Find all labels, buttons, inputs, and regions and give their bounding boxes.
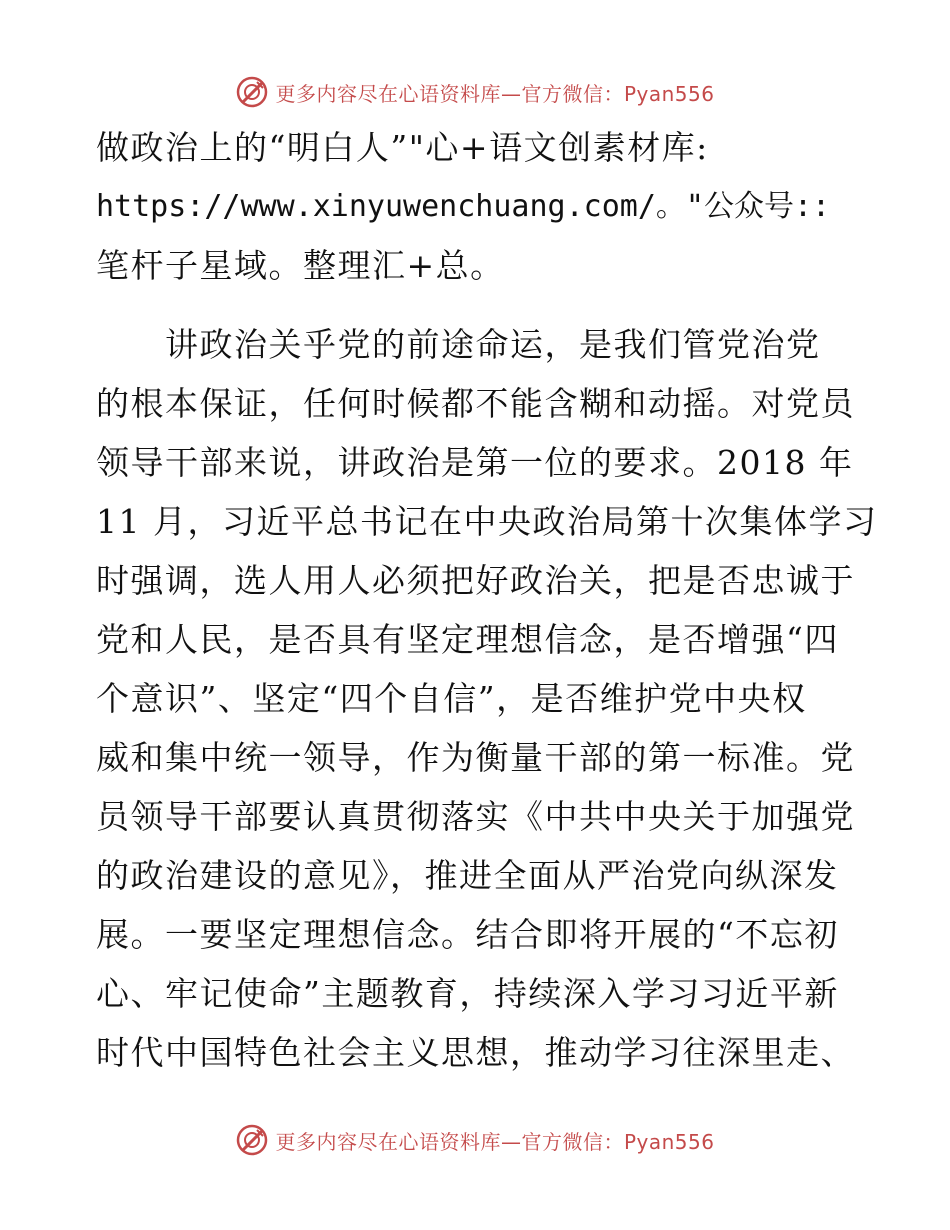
title-line-3: 笔杆子星域。整理汇+总。	[96, 246, 505, 285]
title-line-1: 做政治上的“明白人”"心+语文创素材库:	[96, 128, 709, 167]
paragraph-line: 11 月，习近平总书记在中央政治局第十次集体学习	[96, 502, 878, 541]
paragraph-line: 领导干部来说，讲政治是第一位的要求。2018 年	[96, 443, 854, 482]
paragraph-line: 时强调，选人用人必须把好政治关，把是否忠诚于	[96, 561, 855, 600]
header-watermark-banner	[0, 72, 950, 112]
logo-icon	[235, 75, 269, 109]
paragraph-line: 展。一要坚定理想信念。结合即将开展的“不忘初	[96, 915, 839, 954]
watermark-text: 更多内容尽在心语资料库—官方微信：Pyan556	[275, 1129, 715, 1154]
paragraph-line: 党和人民，是否具有坚定理想信念，是否增强“四	[96, 620, 839, 659]
url-line: https://www.xinyuwenchuang.com/。"公众号::	[96, 189, 831, 224]
footer-watermark-banner	[0, 1120, 950, 1160]
paragraph-line: 的政治建设的意见》，推进全面从严治党向纵深发	[96, 856, 839, 895]
paragraph-line: 个意识”、坚定“四个自信”，是否维护党中央权	[96, 679, 807, 718]
paragraph-line: 心、牢记使命”主题教育，持续深入学习习近平新	[96, 974, 839, 1013]
paragraph-line: 员领导干部要认真贯彻落实《中共中央关于加强党	[96, 797, 855, 836]
logo-icon	[235, 1123, 269, 1157]
paragraph-line: 威和集中统一领导，作为衡量干部的第一标准。党	[96, 738, 855, 777]
paragraph-line: 的根本保证，任何时候都不能含糊和动摇。对党员	[96, 384, 855, 423]
paragraph-line: 讲政治关乎党的前途命运，是我们管党治党	[96, 325, 821, 364]
document-body	[96, 118, 878, 1082]
paragraph-line: 时代中国特色社会主义思想，推动学习往深里走、	[96, 1033, 855, 1072]
watermark-text: 更多内容尽在心语资料库—官方微信：Pyan556	[275, 81, 715, 106]
